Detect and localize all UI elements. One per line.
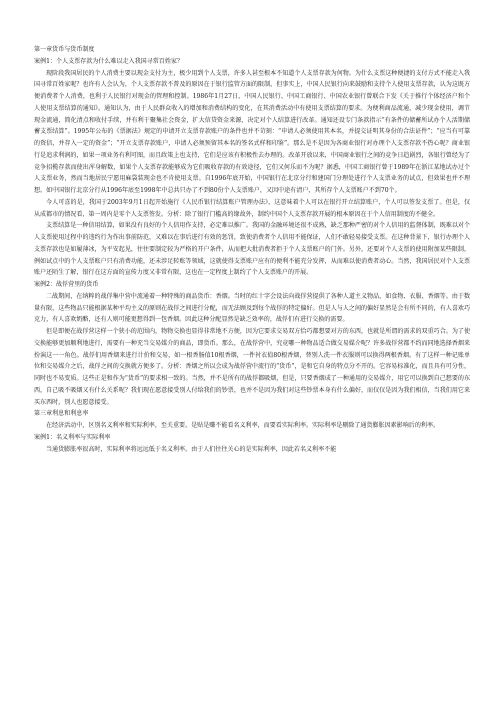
case3-heading: 案例1：名义利率与实际利率 — [34, 433, 111, 441]
case1-paragraph: 现阶段我国居民的个人消费主要以现金支付为主，极少用到个人支票，许多人甚至根本不知道个人支票存款为何物。为什么支票这种便捷的支付方式不能走入我国寻常百姓家呢？也许有人会认为，个人支票存款不普及的原因在于银行监管方面的限制，但事实上，中国人民银行向来鼓励和支持个人使用支票存款，认为这既方便消费者个人消费，也利于人民银行对现金的管理和控制。1986年1月27日，中国人民银行、中国工商银行、中国农业银行曾联合下发《关于推行个体经济户和个人使用支票结算的通知》。通知认为，由于人民群众收入的增加和消费结构的变化，在其消费活动中有使用支票结算的要求。为便利商品流通，减少现金使用，调节现金流通，简化清点和收付手续，并有利于聚集社会资金，扩大信贷资金来源，决定对个人结算进行改革。通知还设专门条款指示“有条件的储蓄所试办个人活期储蓄支票结算”。1995年公布的《票据法》规定的申请开立支票存款账户的条件也并不苛刻：“申请人必须使用其本名，并提交证明其身份的合法证件”；“应当有可靠的资信，并存入一定的资金”；“开立支票存款账户，申请人必须预留其本名的签名式样和印鉴”。那么是不是因为各商业银行对办理个人支票存款不热心呢？商业银行是追求利润的，如果一项业务有利可图，而且政策上也支持，它们是应该有积极性去办理的。改革开放以来，中国商业银行之间的竞争日趋剧烈，各银行曾经为了竞争招揽存款而使出浑身解数，如果个人支票存款能够成为它们吸收存款的有效途径，它们又何乐而不为呢？据悉，中国工商银行曾于1989年在浙江某地试办过个人支票业务，然而当地居民宁愿用麻袋装现金也不肯使用支票。自1996年底开始，中国银行在北京分行和建国门分理处进行个人支票业务的试点，但效果也并不理想。如中国银行北京分行从1996年底至1998年中总共只办了不到80份个人支票账户，又因中途有清户，其所存个人支票账户不到70个。 — [34, 69, 470, 194]
chapter3-title: 第三章利息和利息率 — [34, 410, 89, 418]
document-page — [34, 44, 470, 455]
chapter-title: 第一章货币与货币制度 — [34, 46, 95, 53]
chapter3-paragraph: 在经济活动中，区别名义利率和实际利率，至关重要。是贴是赚不能看名义利率，而要看实际利率。实际利率是剔除了通货膨胀因素影响后的利率。 — [46, 422, 440, 429]
case2-paragraph: 但是即便在战俘营这样一个狭小的范围内，物物交换也显得非常地不方便，因为它要求交易双方恰巧都想要对方的东西，也就是所谓的需求的双重巧合。为了使交换能够更加顺利地进行，需要有一种充当交易媒介的商品，即货币。那么，在战俘营中，究竟哪一种物品适合做交易媒介呢？许多战俘营都不约而同地选择香烟来扮演这一一角色。战俘们用香烟来进行计价和交易，如一根香肠值10根香烟，一件衬衣值80根香烟，替别人洗一件衣服则可以换得两根香烟。有了这样一种记账单位和交易媒介之后，战俘之间的交换就方便多了。分析：香烟之所以会成为战俘营中流行的“货币”，是和它自身的特点分不开的。它容易标准化，而且具有可分性，同时也不易变质。这些正是和作为“货币”的要求相一致的。当然，并不是所有的战俘都吸烟，但是，只要香烟成了一种通用的交易媒介，用它可以换到自己想要的东西，自己吸不吸烟又有什么关系呢？我们现在愿意接受别人付给我们的钞票，也并不是因为我们对这些钞票本身有什么偏好，而仅仅是因为我们相信，当我们用它来买东西时，别人也愿意接受。 — [34, 328, 470, 406]
case3-paragraph: 当通货膨胀率很高时，实际利率将远远低于名义利率。由于人们往往关心的是实际利率，因此若名义利率不能 — [46, 445, 337, 453]
case1-paragraph: 支票结算是一种信用结算，如果没有良好的个人信用作支持，必定难以推广。我国的金融环境还很不成熟，缺乏那种严密的对个人信用的监督体制，既难以对个人支票使用过程中的违约行为作出事前防范，又难以在事后进行有效的惩罚，致使消费者个人信用不能保证，人们不敢轻易接受支票。在这种背景下，银行办理个人支票存款也是如履薄冰，为平安起见，往往要制定较为严格的开户条件，从而把大批消费者拒于个人支票账户的门外。另外，还要对个人支票的使用附加某些限制，例如试点中的个人支票账户只有消费功能，还未涉足转账等领域，这就使得支票账户应有的便利不能充分发挥，从而难以使消费者动心。当然，我国居民对个人支票账户还陌生了解，银行在这方面的宣传力度又非常有限，这也在一定程度上制约了个人支票账户的开展。 — [34, 222, 470, 277]
case2-paragraph: 二战期间，在纳粹的战俘集中营中流通着一种特殊的商品货币：香烟。当时的红十字会设法向战俘营提供了各种人道主义物品，如食物、衣服、香烟等。由于数量有限，这些物品只能根据某种平均主义的原则在战俘之间进行分配，而无法顾及到每个战俘的特定偏好。但是人与人之间的偏好显然是会有所不同的，有人喜欢巧克力，有人喜欢奶酪，还有人则可能更想得到一包香烟。因此这种分配显然是缺乏效率的，战俘们有进行交换的需要。 — [34, 292, 470, 324]
case2-heading: 案例2：战俘营里的货币 — [34, 281, 99, 288]
case1-paragraph: 今人可喜的是，我国于2003年9月1日起开始施行《人民币银行结算账户管理办法》，这意味着个人可以在银行开立结算账户，个人可以签发支票了。但是，仅从成都市的情况看，第一周内是零个人支票签发。分析：除了银行门槛高的缘故外，制约中国个人支票存款开展的根本原因在于个人信用制度的不健全。 — [34, 198, 470, 218]
case1-heading: 案例1：个人支票存款为什么难以走入我国寻常百姓家？ — [34, 57, 183, 65]
